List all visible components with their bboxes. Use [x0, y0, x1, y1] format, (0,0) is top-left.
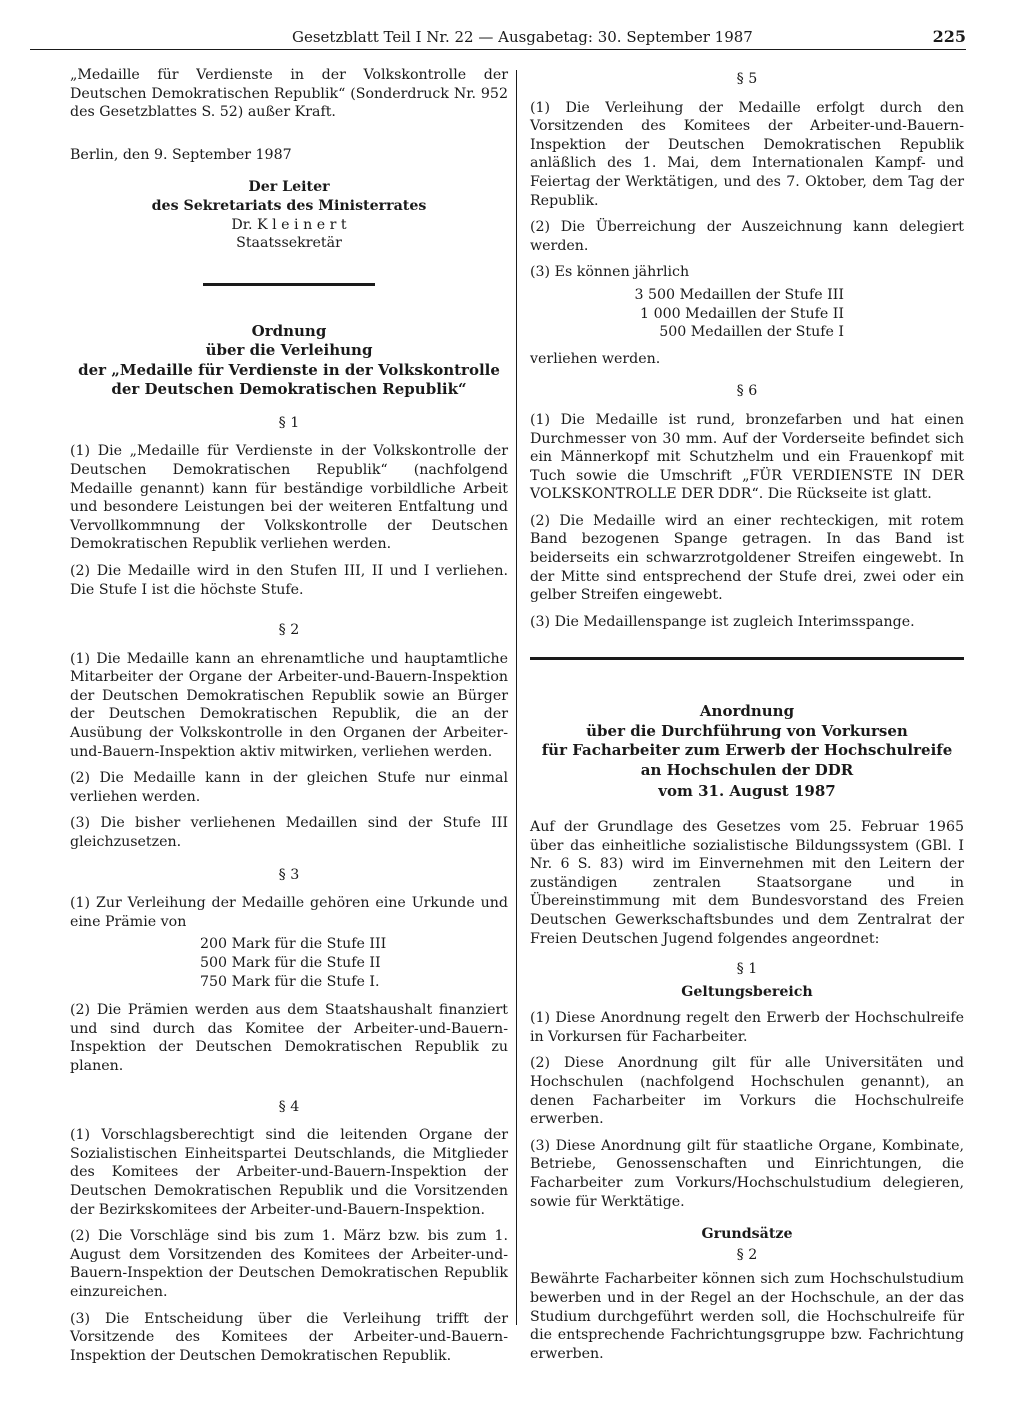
- anordnung-title-line-2: über die Durchführung von Vorkursen: [586, 721, 908, 740]
- page-number: 225: [932, 27, 966, 46]
- paragraph: (2) Die Medaille wird an einer rechteckigen, mit rotem Band bezogenen Spange getragen. In das Band ist beiderseits ein schwarzrotgoldener Streifen eingewebt. In der Mitte sind entsprechend der Stufe drei, zwei oder ein gelber Streifen eingewebt.: [530, 512, 964, 604]
- right-column: [530, 66, 964, 1371]
- anordnung-title-line-3: für Facharbeiter zum Erwerb der Hochschulreife: [541, 741, 953, 760]
- list-item: 750 Mark für die Stufe I.: [200, 973, 380, 990]
- paragraph: (3) Es können jährlich: [530, 264, 690, 281]
- paragraph: (2) Die Prämien werden aus dem Staatshaushalt finanziert und sind durch das Komitee der Arbeiter-und-Bauern-Inspektion der Deutschen Demokratischen Republik zu planen.: [70, 1002, 508, 1074]
- column-divider: [516, 70, 517, 1325]
- anordnung-date: vom 31. August 1987: [658, 782, 836, 801]
- paragraph: (1) Diese Anordnung regelt den Erwerb der Hochschulreife in Vorkursen für Facharbeiter.: [530, 1010, 964, 1045]
- paragraph: (3) Diese Anordnung gilt für staatliche Organe, Kombinate, Betriebe, Genossenschaften und Einrichtungen, die Facharbeiter zum Vorkurs/Hochschulstudium delegieren, sowie für Werktätige.: [530, 1137, 964, 1210]
- list-item: 1 000 Medaillen der Stufe II: [640, 305, 844, 322]
- intro-paragraph: „Medaille für Verdienste in der Volkskontrolle der Deutschen Demokratischen Republik“ (Sonderdruck Nr. 952 des Gesetzblattes S. 52) außer Kraft.: [70, 67, 508, 121]
- section-heading: § 1: [736, 961, 758, 978]
- list-item: 200 Mark für die Stufe III: [200, 936, 387, 953]
- page-header: [30, 25, 966, 50]
- paragraph: (2) Die Medaille kann in der gleichen Stufe nur einmal verliehen werden.: [70, 770, 508, 805]
- anordnung-title: [530, 702, 964, 802]
- preamble-paragraph: Auf der Grundlage des Gesetzes vom 25. Februar 1965 über das einheitliche sozialistische Bildungssystem (GBl. I Nr. 6 S. 83) wird im Einvernehmen mit den Leitern der zuständigen zentralen Staatsorgane und in Übereinstimmung mit dem Bundesvorstand des Freien Deutschen Gewerkschaftsbundes und dem Zentralrat der Freien Deutschen Jugend folgendes angeordnet:: [530, 818, 964, 947]
- paragraph: (2) Die Überreichung der Auszeichnung kann delegiert werden.: [530, 219, 964, 254]
- paragraph: (2) Diese Anordnung gilt für alle Universitäten und Hochschulen (nachfolgend Hochschulen genannt), an denen Facharbeiter im Vorkurs die Hochschulreife erwerben.: [530, 1055, 964, 1128]
- quota-list: [530, 286, 964, 342]
- section-heading: § 1: [278, 414, 300, 431]
- section-heading: § 5: [736, 71, 758, 87]
- section-heading: § 6: [736, 383, 758, 400]
- paragraph: (1) Die Verleihung der Medaille erfolgt durch den Vorsitzenden des Komitees der Arbeiter-und-Bauern-Inspektion der Deutschen Demokratischen Republik anläßlich des 1. Mai, dem Internationalen Kampf- und Feiertag der Werktätigen, und des 7. Oktober, dem Tag der Republik.: [530, 99, 964, 209]
- paragraph: (2) Die Vorschläge sind bis zum 1. März bzw. bis zum 1. August dem Vorsitzenden des Komitees der Arbeiter-und-Bauern-Inspektion der Deutschen Demokratischen Republik einzureichen.: [70, 1228, 508, 1300]
- signatory-name: Dr. K l e i n e r t: [231, 216, 347, 233]
- section-subheading: Grundsätze: [701, 1226, 793, 1243]
- paragraph: Bewährte Facharbeiter können sich zum Hochschulstudium bewerben und in der Regel an der Hochschule, an der das Studium durchgeführt werden soll, die Hochschulreife für die entsprechende Fachrichtungsgruppe bzw. Fachrichtung erwerben.: [530, 1271, 964, 1362]
- paragraph: (3) Die bisher verliehenen Medaillen sind der Stufe III gleichzusetzen.: [70, 815, 508, 851]
- signature-block: [70, 178, 508, 252]
- anordnung-title-line-1: Anordnung: [699, 702, 795, 721]
- list-item: 500 Mark für die Stufe II: [200, 955, 381, 971]
- section-heading: § 4: [278, 1098, 300, 1115]
- ordnung-title: [70, 322, 508, 400]
- paragraph: (1) Die „Medaille für Verdienste in der Volkskontrolle der Deutschen Demokratischen Republik“ (nachfolgend Medaille genannt) kann für beständige vorbildliche Arbeit und besondere Leistungen bei der weiteren Entfaltung und Vervollkommnung der Volkskontrolle der Deutschen Demokratischen Republik verliehen werden.: [70, 443, 508, 553]
- paragraph: (2) Die Medaille wird in den Stufen III, II und I verliehen. Die Stufe I ist die höchste Stufe.: [70, 562, 508, 598]
- anordnung-title-line-4: an Hochschulen der DDR: [640, 760, 854, 779]
- paragraph: (3) Die Medaillenspange ist zugleich Interimsspange.: [530, 613, 915, 630]
- signature-line-2: des Sekretariats des Ministerrates: [151, 197, 427, 214]
- signature-line-1: Der Leiter: [248, 179, 330, 196]
- ordnung-title-line-4: der Deutschen Demokratischen Republik“: [111, 380, 467, 399]
- ordnung-title-line-3: der „Medaille für Verdienste in der Volkskontrolle: [78, 360, 500, 379]
- list-item: 500 Medaillen der Stufe I: [659, 324, 844, 341]
- paragraph: (1) Die Medaille ist rund, bronzefarben und hat einen Durchmesser von 30 mm. Auf der Vorderseite befindet sich ein Männerkopf mit Schutzhelm und ein Frauenkopf mit Tuch sowie die Umschrift „FÜR VERDIENSTE IN DER VOLKSKONTROLLE DER DDR“. Die Rückseite ist glatt.: [530, 411, 964, 503]
- paragraph: (1) Vorschlagsberechtigt sind die leitenden Organe der Sozialistischen Einheitspartei Deutschlands, die Mitglieder des Komitees der Arbeiter-und-Bauern-Inspektion der Deutschen Demokratischen Republik und die Vorsitzenden der Bezirkskomitees der Arbeiter-und-Bauern-Inspektion.: [70, 1127, 508, 1218]
- paragraph: (1) Zur Verleihung der Medaille gehören eine Urkunde und eine Prämie von: [70, 895, 508, 930]
- ordnung-title-line-1: Ordnung: [251, 321, 327, 340]
- section-heading: § 2: [736, 1246, 758, 1263]
- list-item: 3 500 Medaillen der Stufe III: [634, 286, 844, 303]
- paragraph: verliehen werden.: [530, 350, 661, 367]
- section-heading: § 3: [278, 866, 300, 883]
- section-separator: [203, 283, 375, 286]
- paragraph: (3) Die Entscheidung über die Verleihung trifft der Vorsitzende des Komitees der Arbeiter-und-Bauern-Inspektion der Deutschen Demokratischen Republik.: [70, 1310, 508, 1364]
- gazette-title: Gesetzblatt Teil I Nr. 22 — Ausgabetag: 30. September 1987: [292, 28, 753, 46]
- paragraph: (1) Die Medaille kann an ehrenamtliche und hauptamtliche Mitarbeiter der Organe der Arbeiter-und-Bauern-Inspektion der Deutschen Demokratischen Republik sowie an Bürger der Deutschen Demokratischen Republik, die an der Ausübung der Volkskontrolle in den Organen der Arbeiter-und-Bauern-Inspektion aktiv mitwirken, verliehen werden.: [70, 650, 508, 760]
- left-column: [70, 66, 508, 1373]
- section-separator: [530, 657, 964, 660]
- signatory-role: Staatssekretär: [236, 235, 342, 252]
- place-date: Berlin, den 9. September 1987: [70, 146, 292, 163]
- premium-list: [70, 935, 508, 991]
- section-heading: § 2: [278, 622, 300, 639]
- section-subheading: Geltungsbereich: [681, 983, 813, 1000]
- ordnung-title-line-2: über die Verleihung: [205, 341, 373, 360]
